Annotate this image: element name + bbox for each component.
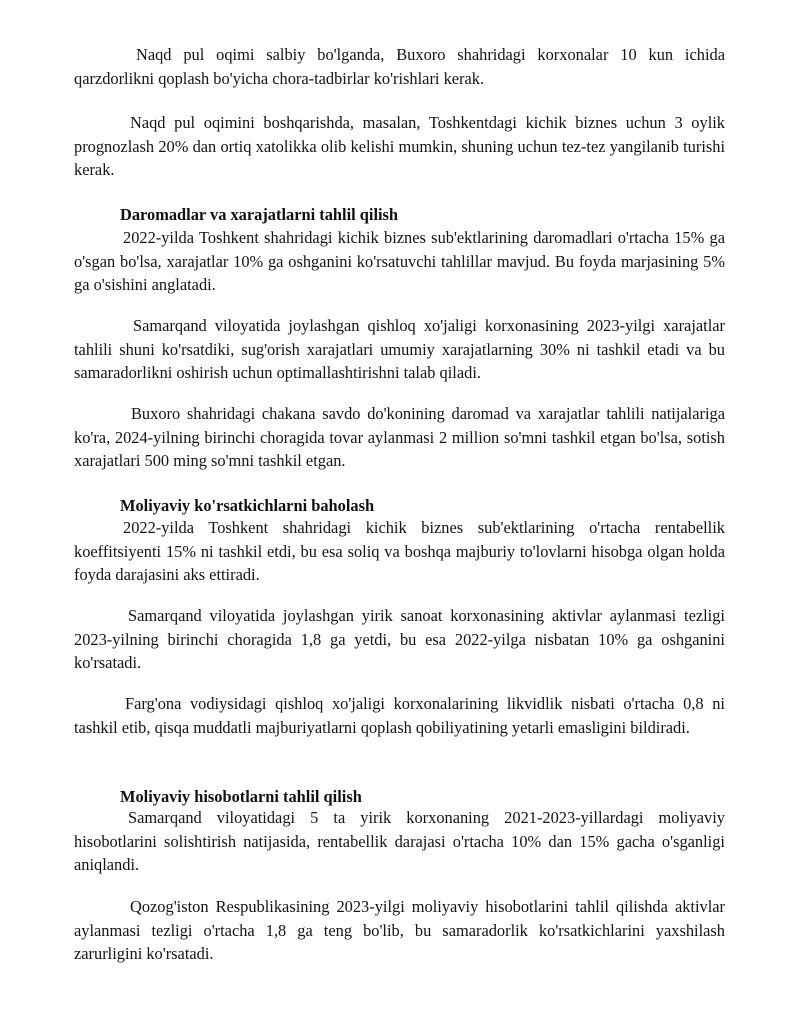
paragraph: 2022-yilda Toshkent shahridagi kichik biznes sub'ektlarining daromadlari o'rtacha 15% ga o'sgan bo'lsa, xarajatlar 10% ga oshganini ko'rsatuvchi tahlillar mavjud. Bu foyda marjasining 5% ga o'sishini anglatadi. bbox=[74, 228, 725, 294]
paragraph: 2022-yilda Toshkent shahridagi kichik biznes sub'ektlarining o'rtacha rentabellik koeffitsiyenti 15% ni tashkil etdi, bu esa soliq va boshqa majburiy to'lovlarni hisobga olgan holda foyda darajasini aks ettiradi. bbox=[74, 518, 725, 584]
paragraph: Samarqand viloyatidagi 5 ta yirik korxonaning 2021-2023-yillardagi moliyaviy hisobotlarini solishtirish natijasida, rentabellik darajasi o'rtacha 10% dan 15% gacha o'sganligi aniqlandi. bbox=[74, 808, 725, 874]
paragraph: Buxoro shahridagi chakana savdo do'konining daromad va xarajatlar tahlili natijalariga ko'ra, 2024-yilning birinchi choragida tovar aylanmasi 2 million so'mni tashkil etgan bo'lsa, sotish xarajatlari 500 ming so'mni tashkil etgan. bbox=[74, 404, 725, 470]
section-heading: Moliyaviy hisobotlarni tahlil qilish bbox=[120, 787, 362, 806]
section-heading: Daromadlar va xarajatlarni tahlil qilish bbox=[120, 205, 399, 224]
paragraph: Farg'ona vodiysidagi qishloq xo'jaligi korxonalarining likvidlik nisbati o'rtacha 0,8 ni tashkil etib, qisqa muddatli majburiyatlarni qoplash qobiliyatining yetarli emasligini bildiradi. bbox=[74, 694, 725, 737]
paragraph: Naqd pul oqimi salbiy bo'lganda, Buxoro shahridagi korxonalar 10 kun ichida qarzdorlikni qoplash bo'yicha chora-tadbirlar ko'rishlari kerak. bbox=[74, 45, 725, 88]
paragraph: Samarqand viloyatida joylashgan qishloq xo'jaligi korxonasining 2023-yilgi xarajatlar tahlili shuni ko'rsatdiki, sug'orish xarajatlari umumiy xarajatlarning 30% ni tashkil etadi va bu samaradorlikni oshirish uchun optimallashtirishni talab qiladi. bbox=[74, 316, 725, 382]
paragraph: Naqd pul oqimini boshqarishda, masalan, Toshkentdagi kichik biznes uchun 3 oylik prognozlash 20% dan ortiq xatolikka olib kelishi mumkin, shuning uchun tez-tez yangilanib turishi kerak. bbox=[74, 113, 725, 179]
section-heading: Moliyaviy ko'rsatkichlarni baholash bbox=[120, 496, 375, 515]
paragraph: Samarqand viloyatida joylashgan yirik sanoat korxonasining aktivlar aylanmasi tezligi 2023-yilning birinchi choragida 1,8 ga yetdi, bu esa 2022-yilga nisbatan 10% ga oshganini ko'rsatadi. bbox=[74, 606, 725, 672]
paragraph: Qozog'iston Respublikasining 2023-yilgi moliyaviy hisobotlarini tahlil qilishda aktivlar aylanmasi tezligi o'rtacha 1,8 ga teng bo'lib, bu samaradorlik ko'rsatkichlarini yaxshilash zarurligini ko'rsatadi. bbox=[74, 897, 725, 963]
